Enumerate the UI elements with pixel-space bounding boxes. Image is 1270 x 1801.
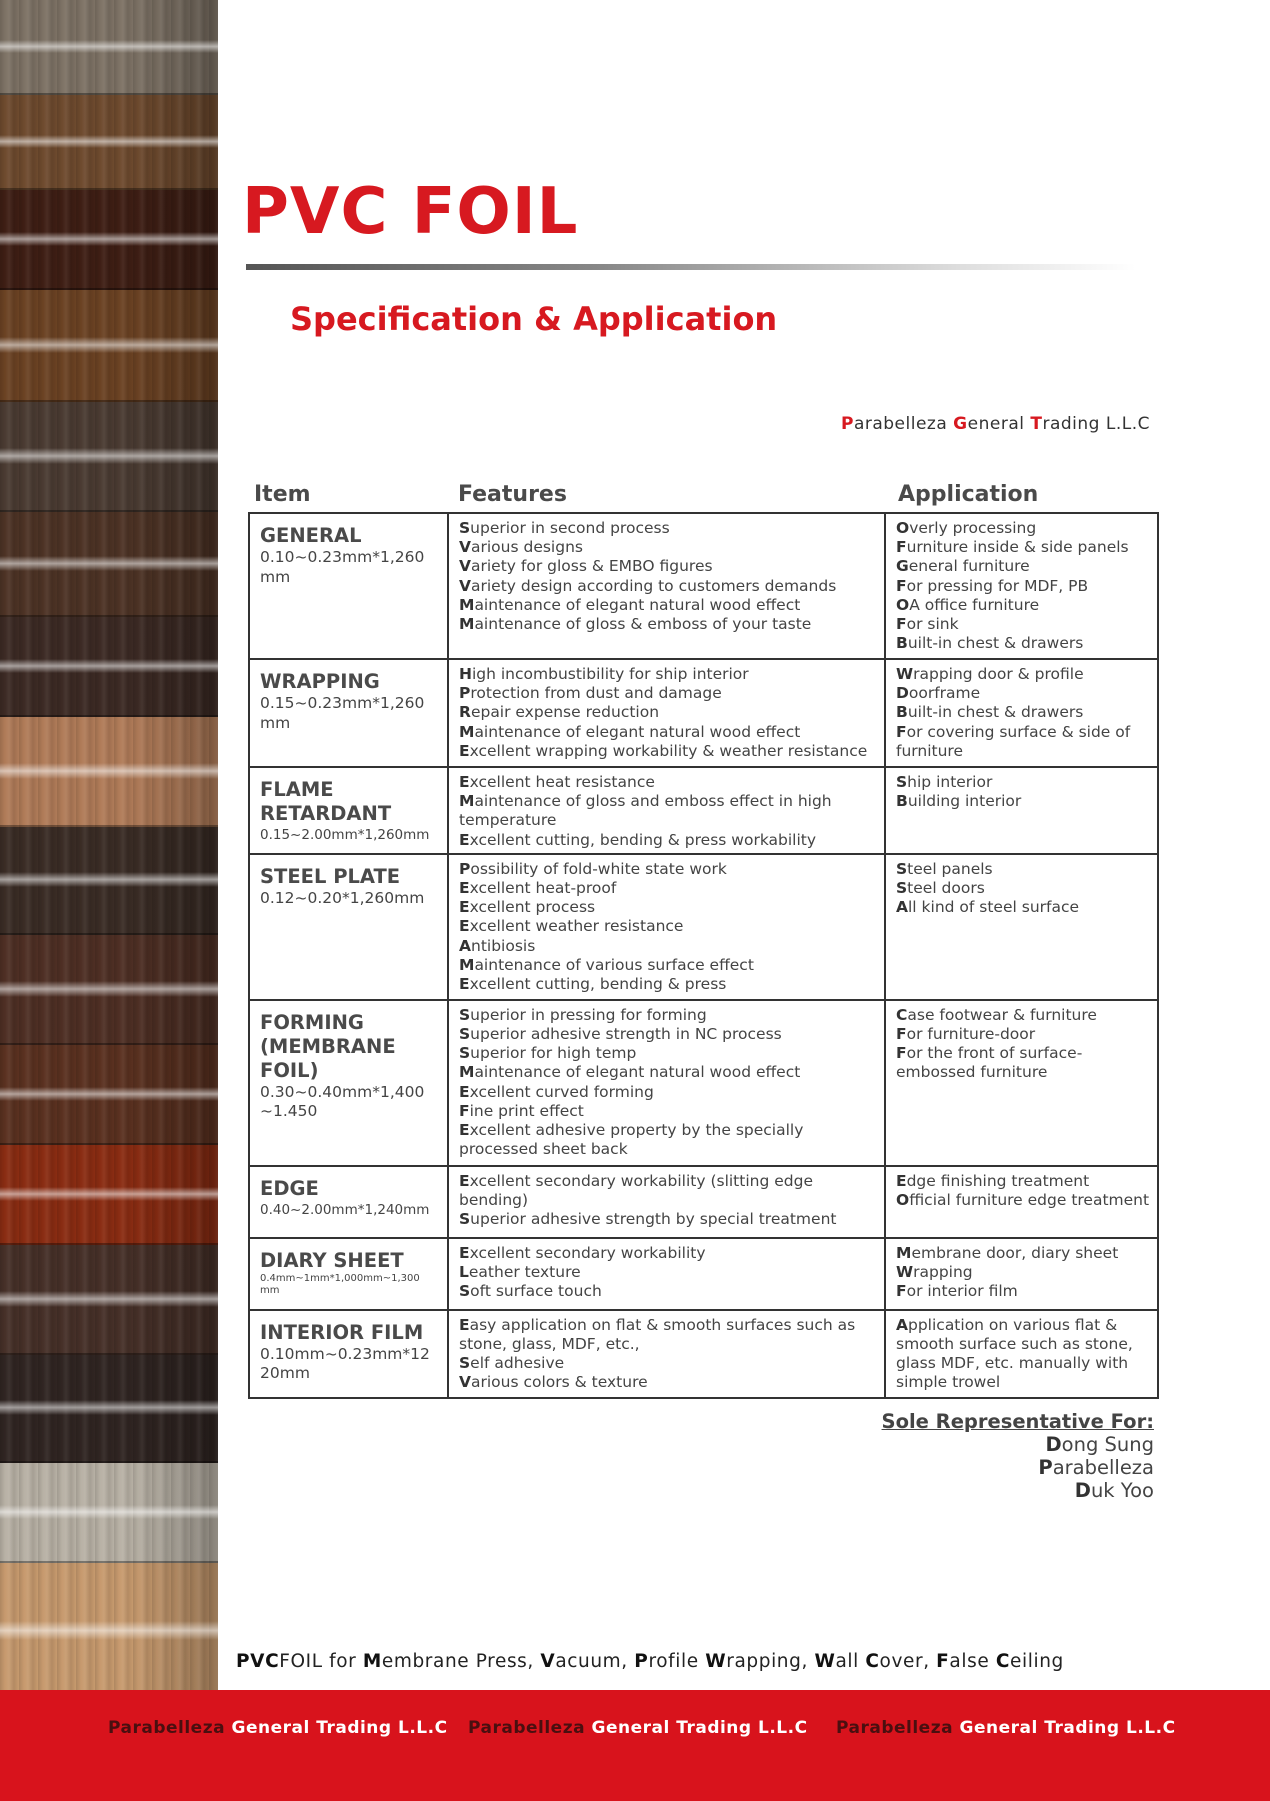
item-spec: 0.40~2.00mm*1,240mm (260, 1201, 430, 1218)
item-name: WRAPPING (260, 670, 380, 693)
wood-band (0, 1145, 218, 1245)
table-row (249, 1238, 1158, 1310)
list-item: Built-in chest & drawers (896, 703, 1084, 722)
list-item: Maintenance of elegant natural wood effect (459, 595, 801, 614)
list-item: Excellent heat-proof (459, 879, 617, 898)
representative-name: Parabelleza (1038, 1456, 1154, 1479)
wood-band (0, 827, 218, 935)
list-item: Easy application on flat & smooth surfaces such as stone, glass, MDF, etc., (459, 1315, 856, 1354)
wood-band (0, 190, 218, 290)
table-row (249, 659, 1158, 767)
item-spec: 0.10mm~0.23mm*12 20mm (260, 1344, 430, 1383)
list-item: Overly processing (896, 519, 1037, 537)
list-item: Superior adhesive strength by special treatment (459, 1210, 837, 1229)
list-item: Protection from dust and damage (459, 684, 722, 703)
applications-cell (885, 1310, 1158, 1398)
list-item: Maintenance of elegant natural wood effect (459, 1063, 801, 1082)
item-name: EDGE (260, 1176, 319, 1200)
list-item: General furniture (896, 557, 1030, 576)
spec-table-body (249, 513, 1158, 1398)
list-item: Excellent cutting, bending & press workability (459, 830, 817, 849)
list-item: Repair expense reduction (459, 703, 660, 722)
table-row (249, 767, 1158, 854)
features-cell (448, 1238, 885, 1310)
list-item: Steel panels (896, 859, 993, 878)
title-divider (246, 264, 1136, 270)
list-item: Wrapping (896, 1263, 973, 1282)
item-name: INTERIOR FILM (260, 1320, 424, 1344)
applications-cell (885, 659, 1158, 767)
list-item: Application on various flat & smooth surface such as stone, glass MDF, etc. manually with simple trowel (896, 1315, 1133, 1392)
list-item: Various designs (459, 538, 583, 557)
table-row (249, 1000, 1158, 1166)
list-item: For pressing for MDF, PB (896, 576, 1089, 595)
list-item: For sink (896, 615, 959, 634)
list-item: Maintenance of gloss and emboss effect in high temperature (459, 792, 832, 830)
item-spec: 0.10~0.23mm*1,260 mm (260, 548, 425, 586)
list-item: Furniture inside & side panels (896, 538, 1129, 557)
list-item: Excellent secondary workability (459, 1243, 706, 1262)
item-name: GENERAL (260, 524, 362, 547)
features-cell (448, 1310, 885, 1398)
footer-company-2: Parabelleza General Trading L.L.C (468, 1718, 808, 1738)
applications-cell (885, 513, 1158, 659)
list-item: For interior film (896, 1282, 1018, 1301)
wood-band (0, 717, 218, 827)
item-name: FORMING (MEMBRANE FOIL) (260, 1010, 396, 1082)
wood-band (0, 1245, 218, 1355)
list-item: Excellent process (459, 898, 596, 917)
page-title: PVC FOIL (242, 175, 579, 249)
item-name: FLAME RETARDANT (260, 778, 392, 825)
wood-band (0, 512, 218, 617)
applications-cell (885, 767, 1158, 854)
list-item: Excellent curved forming (459, 1082, 654, 1101)
item-name: DIARY SHEET (260, 1248, 404, 1272)
list-item: Excellent cutting, bending & press (459, 975, 727, 994)
list-item: Membrane door, diary sheet (896, 1243, 1119, 1262)
list-item: Excellent weather resistance (459, 917, 684, 936)
item-spec: 0.30~0.40mm*1,400 ~1.450 (260, 1082, 425, 1121)
item-cell (249, 659, 448, 767)
item-cell (249, 1000, 448, 1166)
list-item: Excellent adhesive property by the specially processed sheet back (459, 1121, 804, 1159)
item-spec: 0.12~0.20*1,260mm (260, 888, 425, 907)
list-item: Built-in chest & drawers (896, 634, 1084, 653)
item-cell (249, 1166, 448, 1238)
features-cell (448, 513, 885, 659)
features-cell (448, 659, 885, 767)
list-item: For the front of surface-embossed furniture (896, 1044, 1083, 1082)
list-item: Soft surface touch (459, 1282, 602, 1301)
table-row (249, 513, 1158, 659)
list-item: Fine print effect (459, 1101, 584, 1120)
item-cell (249, 513, 448, 659)
wood-band (0, 0, 218, 95)
list-item: Superior in pressing for forming (459, 1005, 707, 1024)
column-header-features: Features (458, 482, 567, 507)
list-item: Case footwear & furniture (896, 1005, 1097, 1024)
item-cell (249, 1238, 448, 1310)
features-cell (448, 1166, 885, 1238)
wood-band (0, 290, 218, 402)
list-item: Leather texture (459, 1263, 581, 1282)
list-item: Variety design according to customers demands (459, 576, 837, 595)
list-item: OA office furniture (896, 595, 1040, 614)
wood-band (0, 402, 218, 512)
features-cell (448, 854, 885, 1000)
features-cell (448, 1000, 885, 1166)
sole-representative-title: Sole Representative For: (881, 1410, 1154, 1433)
item-cell (249, 767, 448, 854)
spec-table (248, 512, 1159, 1399)
company-name: Parabelleza General Trading L.L.C (840, 414, 1150, 434)
table-row (249, 1310, 1158, 1398)
page-subtitle: Specification & Application (290, 300, 778, 338)
wood-band (0, 617, 218, 717)
list-item: Various colors & texture (459, 1373, 648, 1392)
list-item: Maintenance of gloss & emboss of your taste (459, 615, 812, 634)
applications-cell (885, 1000, 1158, 1166)
list-item: Maintenance of elegant natural wood effect (459, 722, 801, 741)
footer-tagline: PVCFOIL for Membrane Press, Vacuum, Profile Wrapping, Wall Cover, False Ceiling (236, 1651, 1064, 1672)
wood-band (0, 1045, 218, 1145)
footer-company-1: Parabelleza General Trading L.L.C (108, 1718, 448, 1738)
footer-band (0, 1690, 1270, 1801)
wood-band (0, 1563, 218, 1690)
applications-cell (885, 1238, 1158, 1310)
list-item: Self adhesive (459, 1354, 565, 1373)
footer-company-3: Parabelleza General Trading L.L.C (836, 1718, 1176, 1738)
representative-name: Duk Yoo (1074, 1479, 1154, 1502)
list-item: Excellent secondary workability (slitting edge bending) (459, 1171, 813, 1210)
wood-band (0, 935, 218, 1045)
list-item: Antibiosis (459, 936, 536, 955)
list-item: Superior for high temp (459, 1044, 637, 1063)
table-row (249, 854, 1158, 1000)
features-cell (448, 767, 885, 854)
column-header-application: Application (898, 482, 1039, 507)
list-item: Maintenance of various surface effect (459, 955, 754, 974)
list-item: All kind of steel surface (896, 898, 1080, 917)
applications-cell (885, 854, 1158, 1000)
item-spec: 0.4mm~1mm*1,000mm~1,300 mm (260, 1272, 420, 1296)
list-item: Edge finishing treatment (896, 1171, 1090, 1190)
item-cell (249, 1310, 448, 1398)
wood-band (0, 1463, 218, 1563)
item-spec: 0.15~0.23mm*1,260 mm (260, 694, 425, 732)
wood-sample-strip (0, 0, 218, 1690)
list-item: Superior adhesive strength in NC process (459, 1025, 782, 1044)
list-item: Doorframe (896, 684, 981, 703)
list-item: Superior in second process (459, 519, 670, 537)
list-item: Ship interior (896, 773, 993, 791)
item-name: STEEL PLATE (260, 864, 401, 888)
representative-list (882, 1433, 1154, 1502)
item-cell (249, 854, 448, 1000)
column-header-item: Item (254, 482, 311, 507)
list-item: High incombustibility for ship interior (459, 665, 749, 683)
list-item: Excellent wrapping workability & weather resistance (459, 741, 868, 760)
wood-band (0, 95, 218, 190)
list-item: Official furniture edge treatment (896, 1191, 1150, 1210)
list-item: Variety for gloss & EMBO figures (459, 557, 713, 576)
wood-band (0, 1355, 218, 1463)
list-item: Building interior (896, 792, 1022, 811)
representative-name: Dong Sung (1045, 1433, 1154, 1456)
list-item: Steel doors (896, 879, 985, 898)
list-item: Possibility of fold-white state work (459, 859, 727, 878)
item-spec: 0.15~2.00mm*1,260mm (260, 827, 430, 843)
list-item: For covering surface & side of furniture (896, 722, 1131, 760)
list-item: For furniture-door (896, 1025, 1036, 1044)
sole-representative (882, 1410, 1154, 1502)
list-item: Excellent heat resistance (459, 773, 655, 791)
table-row (249, 1166, 1158, 1238)
applications-cell (885, 1166, 1158, 1238)
list-item: Wrapping door & profile (896, 665, 1084, 683)
